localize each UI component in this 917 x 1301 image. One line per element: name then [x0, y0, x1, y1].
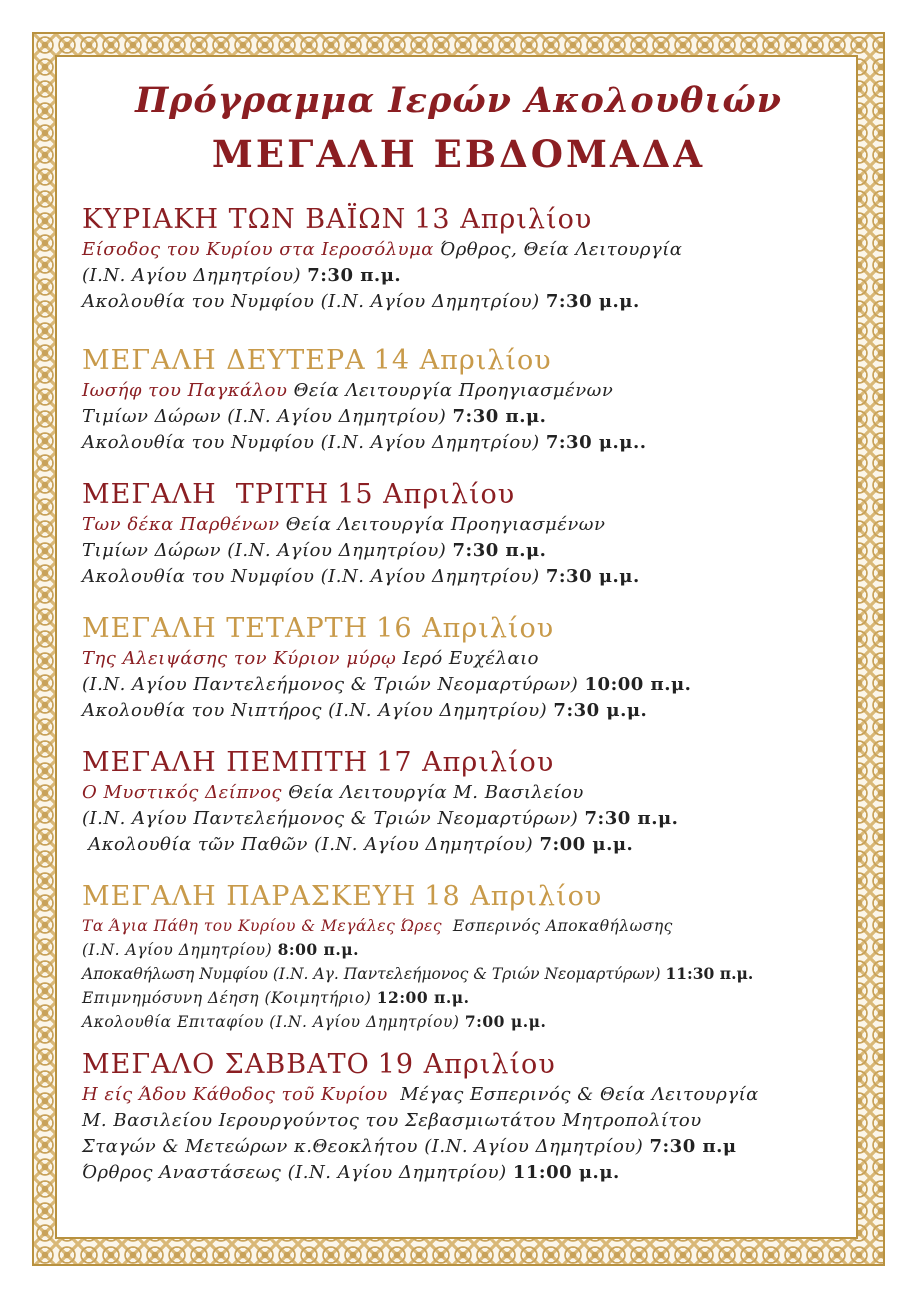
- service-time: 7:30 μ.μ..: [545, 432, 647, 453]
- service-text: Ακολουθία του Νυμφίου (Ι.Ν. Αγίου Δημητρίου): [82, 432, 540, 453]
- service-time: 7:30 μ.μ.: [545, 566, 640, 587]
- day-date: 16 Απριλίου: [376, 613, 555, 644]
- service-text: Όρθρος Αναστάσεως (Ι.Ν. Αγίου Δημητρίου): [82, 1162, 507, 1183]
- service-text: Όρθρος, Θεία Λειτουργία: [440, 239, 683, 260]
- service-text: Μέγας Εσπερινός & Θεία Λειτουργία: [400, 1084, 759, 1105]
- day-heading: [82, 880, 852, 914]
- service-text: Σταγών & Μετεώρων κ.Θεοκλήτου (Ι.Ν. Αγίου Δημητρίου): [82, 1136, 644, 1157]
- service-time: 7:30 μ.μ.: [545, 291, 640, 312]
- service-time: 7:30 π.μ.: [452, 540, 547, 561]
- day-date: 13 Απριλίου: [414, 204, 593, 235]
- service-time: 7:30 π.μ: [649, 1136, 737, 1157]
- day-date: 19 Απριλίου: [377, 1049, 556, 1080]
- service-line: [82, 698, 852, 724]
- feast-name: Τα Άγια Πάθη του Κυρίου & Μεγάλες Ώρες: [82, 917, 443, 935]
- service-time: 8:00 π.μ.: [277, 940, 360, 959]
- day-heading: [82, 1048, 852, 1082]
- service-text: Τιμίων Δώρων (Ι.Ν. Αγίου Δημητρίου): [82, 406, 447, 427]
- day-date: 14 Απριλίου: [373, 345, 552, 376]
- service-line: [82, 646, 852, 672]
- day-name: ΜΕΓΑΛΗ ΠΑΡΑΣΚΕΥΗ: [82, 881, 417, 912]
- service-text: Θεία Λειτουργία Προηγιασμένων: [285, 514, 606, 535]
- service-line: [82, 1160, 852, 1186]
- service-time: 11:30 π.μ.: [665, 964, 754, 983]
- service-text: Ακολουθία τῶν Παθῶν (Ι.Ν. Αγίου Δημητρίου): [88, 834, 534, 855]
- service-text: Τιμίων Δώρων (Ι.Ν. Αγίου Δημητρίου): [82, 540, 447, 561]
- service-line: [82, 986, 852, 1010]
- service-text: (Ι.Ν. Αγίου Παντελεήμονος & Τριών Νεομαρτύρων): [82, 674, 579, 695]
- service-text: (Ι.Ν. Αγίου Παντελεήμονος & Τριών Νεομαρτύρων): [82, 808, 579, 829]
- service-text: Ακολουθία Επιταφίου (Ι.Ν. Αγίου Δημητρίου): [82, 1013, 460, 1031]
- service-line: [82, 832, 852, 858]
- service-text: Ακολουθία του Νιπτήρος (Ι.Ν. Αγίου Δημητρίου): [82, 700, 548, 721]
- service-line: [82, 914, 852, 938]
- service-text: Εσπερινός Αποκαθήλωσης: [452, 917, 673, 935]
- service-line: [82, 780, 852, 806]
- service-line: [82, 962, 852, 986]
- service-time: 7:00 μ.μ.: [464, 1012, 547, 1031]
- day-name: ΜΕΓΑΛΗ ΤΡΙΤΗ: [82, 479, 330, 510]
- feast-name: Της Αλειψάσης τον Κύριον μύρῳ: [82, 648, 397, 669]
- service-time: 7:00 μ.μ.: [539, 834, 634, 855]
- service-text: Ιερό Ευχέλαιο: [402, 648, 540, 669]
- service-line: [82, 538, 852, 564]
- day-name: ΜΕΓΑΛΗ ΔΕΥΤΕΡΑ: [82, 345, 366, 376]
- service-text: Αποκαθήλωση Νυμφίου (Ι.Ν. Αγ. Παντελεήμονος & Τριών Νεομαρτύρων): [82, 965, 661, 983]
- feast-name: Η είς Άδου Κάθοδος τοῦ Κυρίου: [82, 1084, 388, 1105]
- service-text: Επιμνημόσυνη Δέηση (Κοιμητήριο): [82, 989, 372, 1007]
- service-time: 7:30 π.μ.: [584, 808, 679, 829]
- day-name: ΜΕΓΑΛΟ ΣΑΒΒΑΤΟ: [82, 1049, 370, 1080]
- service-line: [82, 806, 852, 832]
- day-holy-tuesday: [82, 478, 852, 590]
- day-heading: [82, 746, 852, 780]
- service-line: [82, 1108, 852, 1134]
- day-heading: [82, 612, 852, 646]
- service-time: 10:00 π.μ.: [584, 674, 692, 695]
- service-time: 7:30 π.μ.: [452, 406, 547, 427]
- day-heading: [82, 203, 852, 237]
- service-text: Ακολουθία του Νυμφίου (Ι.Ν. Αγίου Δημητρίου): [82, 566, 540, 587]
- day-holy-thursday: [82, 746, 852, 858]
- service-line: [82, 263, 852, 289]
- day-heading: [82, 478, 852, 512]
- service-line: [82, 1082, 852, 1108]
- service-time: 12:00 π.μ.: [376, 988, 470, 1007]
- day-date: 18 Απριλίου: [424, 881, 603, 912]
- page-subtitle: ΜΕΓΑΛΗ ΕΒΔΟΜΑΔΑ: [211, 132, 706, 176]
- day-name: ΜΕΓΑΛΗ ΤΕΤΑΡΤΗ: [82, 613, 369, 644]
- service-line: [82, 564, 852, 590]
- service-time: 7:30 μ.μ.: [553, 700, 648, 721]
- service-line: [82, 237, 852, 263]
- feast-name: Των δέκα Παρθένων: [82, 514, 280, 535]
- service-line: [82, 1010, 852, 1034]
- service-line: [82, 378, 852, 404]
- service-line: [82, 430, 852, 456]
- service-time: 11:00 μ.μ.: [512, 1162, 620, 1183]
- day-holy-saturday: [82, 1048, 852, 1186]
- feast-name: Ο Μυστικός Δείπνος: [82, 782, 283, 803]
- day-heading: [82, 344, 852, 378]
- service-text: Ακολουθία του Νυμφίου (Ι.Ν. Αγίου Δημητρίου): [82, 291, 540, 312]
- day-date: 15 Απριλίου: [337, 479, 516, 510]
- service-line: [82, 289, 852, 315]
- service-text: Θεία Λειτουργία Προηγιασμένων: [293, 380, 614, 401]
- service-line: [82, 1134, 852, 1160]
- day-holy-friday: [82, 880, 852, 1034]
- day-name: ΚΥΡΙΑΚΗ ΤΩΝ ΒΑΪΩΝ: [82, 204, 407, 235]
- feast-name: Είσοδος του Κυρίου στα Ιεροσόλυμα: [82, 239, 434, 260]
- service-text: (Ι.Ν. Αγίου Δημητρίου): [82, 265, 302, 286]
- day-date: 17 Απριλίου: [376, 747, 555, 778]
- service-text: Μ. Βασιλείου Ιερουργούντος του Σεβασμιωτάτου Μητροπολίτου: [82, 1110, 702, 1131]
- day-name: ΜΕΓΑΛΗ ΠΕΜΠΤΗ: [82, 747, 369, 778]
- page-title: Πρόγραμμα Ιερών Ακολουθιών: [135, 80, 782, 121]
- service-line: [82, 672, 852, 698]
- service-line: [82, 512, 852, 538]
- day-holy-monday: [82, 344, 852, 456]
- feast-name: Ιωσήφ του Παγκάλου: [82, 380, 288, 401]
- service-time: 7:30 π.μ.: [307, 265, 402, 286]
- service-line: [82, 938, 852, 962]
- service-text: (Ι.Ν. Αγίου Δημητρίου): [82, 941, 273, 959]
- service-text: Θεία Λειτουργία Μ. Βασιλείου: [288, 782, 584, 803]
- day-holy-wednesday: [82, 612, 852, 724]
- day-palm-sunday: [82, 203, 852, 315]
- service-line: [82, 404, 852, 430]
